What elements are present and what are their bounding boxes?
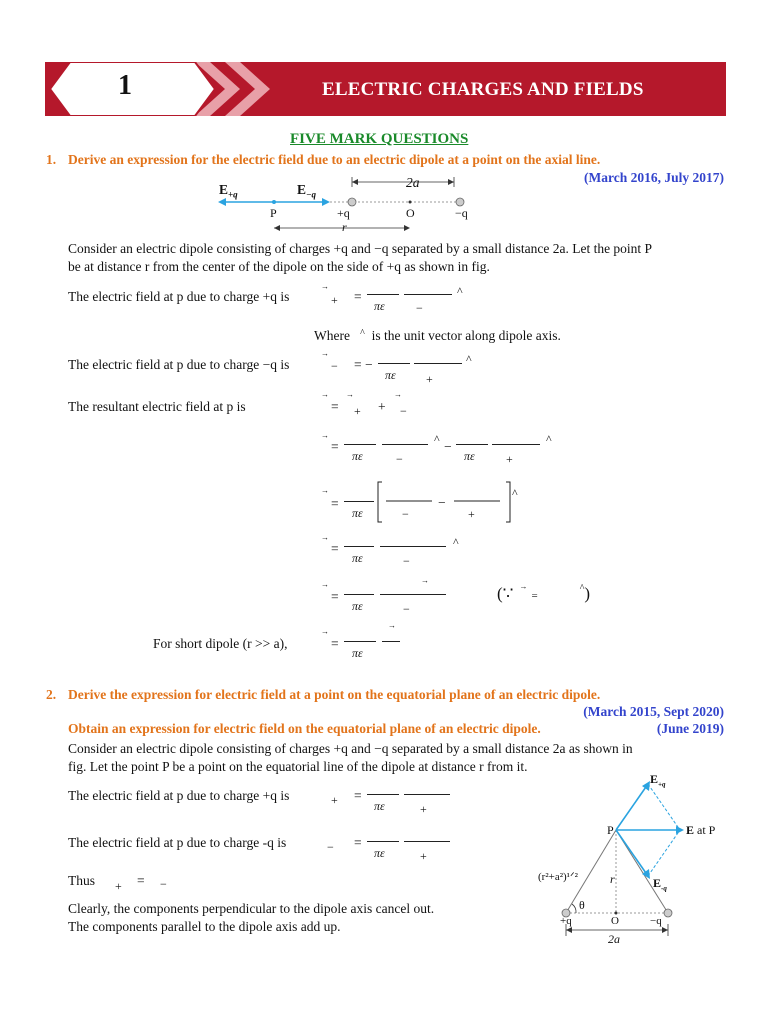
fraction-line	[404, 794, 450, 795]
vector-arrow: →	[321, 486, 329, 495]
eq8-denominator: πε	[352, 646, 363, 660]
question-2-number: 2.	[46, 687, 57, 702]
eq1-equals: =	[354, 289, 362, 304]
short-dipole-text: For short dipole (r >> a),	[153, 636, 288, 651]
fraction-line	[344, 546, 374, 547]
eq5-minus: −	[402, 507, 409, 521]
distance-r-label: r	[610, 872, 615, 886]
q1-field-minus-text: The electric field at p due to charge −q is	[68, 357, 290, 372]
fraction-line	[456, 444, 488, 445]
eq2-sub: −	[331, 359, 338, 373]
eq4-denominator-2: πε	[464, 449, 475, 463]
thus-plus: +	[115, 879, 122, 893]
bracket	[376, 480, 516, 524]
question-2-dates-1: (March 2015, Sept 2020)	[583, 704, 724, 719]
vector-arrow: →	[321, 349, 329, 358]
distance-r-label: r	[342, 220, 347, 234]
eq3-equals: =	[331, 399, 339, 414]
fraction-line	[344, 444, 376, 445]
e-minus-q2-label: $E_{-q}$	[297, 182, 316, 200]
eq4-hat-2: ^	[546, 432, 552, 446]
eq7-denominator: πε	[352, 599, 363, 613]
eq5-plus: +	[468, 507, 475, 521]
chapter-title: ELECTRIC CHARGES AND FIELDS	[322, 79, 644, 100]
plus-q-label: +q	[337, 206, 350, 220]
fraction-line	[344, 501, 374, 502]
vector-arrow: →	[346, 390, 354, 399]
fraction-line	[380, 594, 446, 595]
fraction-line	[492, 444, 540, 445]
fraction-line	[367, 294, 399, 295]
because-note: (∵ →=^)	[497, 582, 591, 603]
q2-eq2-denominator: πε	[374, 846, 385, 860]
fraction-line	[380, 546, 446, 547]
point-p-label: P	[270, 206, 277, 220]
origin-o-label: O	[611, 915, 619, 927]
eq6-minus: −	[403, 554, 410, 568]
eq5-equals: =	[331, 496, 339, 511]
axial-dipole-figure	[212, 172, 492, 238]
origin-o-label: O	[406, 206, 415, 220]
q1-paragraph-line-2: be at distance r from the center of the dipole on the side of +q as shown in fig.	[68, 259, 490, 274]
q2-eq1-plus: +	[420, 802, 427, 816]
eq6-equals: =	[331, 541, 339, 556]
plus-q-label: +q	[560, 915, 572, 927]
theta-label: θ	[579, 898, 585, 912]
q2-eq1-sub: +	[331, 793, 338, 807]
fraction-line	[367, 794, 399, 795]
q1-field-plus-text: The electric field at p due to charge +q is	[68, 289, 290, 304]
hypotenuse-label: (r²+a²)¹ᐟ²	[538, 871, 578, 883]
distance-2a-label: 2a	[406, 175, 420, 190]
thus-minus: −	[160, 877, 167, 891]
q2-eq1-equals: =	[354, 788, 362, 803]
q2-clearly-line-1: Clearly, the components perpendicular to the dipole axis cancel out.	[68, 901, 435, 916]
vector-arrow: →	[321, 580, 329, 589]
question-1-title: Derive an expression for the electric field due to an electric dipole at a point on the axial line.	[68, 152, 601, 167]
vector-arrow: →	[321, 282, 329, 291]
eq5-denominator: πε	[352, 506, 363, 520]
question-2-title-2: Obtain an expression for electric field on the equatorial plane of an electric dipole.	[68, 721, 541, 736]
question-1-dates: (March 2016, July 2017)	[584, 170, 724, 185]
fraction-line	[344, 594, 374, 595]
eq7-minus: −	[403, 602, 410, 616]
eq3-plus: +	[378, 399, 386, 414]
thus-text: Thus	[68, 873, 95, 888]
q1-paragraph-line-1: Consider an electric dipole consisting of charges +q and −q separated by a small distance 2a. Let the point P	[68, 241, 653, 256]
eq6-denominator: πε	[352, 551, 363, 565]
fraction-line	[367, 841, 399, 842]
fraction-line	[382, 641, 400, 642]
eq5-mid-minus: −	[438, 495, 446, 510]
fraction-line	[404, 841, 450, 842]
q2-field-minus-text: The electric field at p due to charge -q is	[68, 835, 287, 850]
minus-q-label: −q	[455, 206, 468, 220]
eq4-minus: −	[396, 452, 403, 466]
eq7-equals: =	[331, 589, 339, 604]
vector-arrow: →	[321, 390, 329, 399]
e-at-p-label: E at P	[686, 823, 716, 837]
fraction-line	[382, 444, 428, 445]
chapter-number: 1	[118, 70, 132, 101]
minus-q-label: −q	[650, 915, 662, 927]
fraction-line	[378, 363, 410, 364]
distance-2a-label: 2a	[608, 932, 620, 946]
question-1-number: 1.	[46, 152, 57, 167]
eq2-equals: = −	[354, 357, 373, 372]
q2-field-plus-text: The electric field at p due to charge +q is	[68, 788, 290, 803]
e-minus-q-label: $E_{-q}$	[653, 876, 667, 893]
fraction-line	[344, 641, 376, 642]
fraction-line	[414, 363, 462, 364]
eq4-denominator: πε	[352, 449, 363, 463]
vector-arrow: →	[394, 390, 402, 399]
e-plus-q-label: $E_{+q}$	[650, 772, 666, 789]
eq4-hat-1: ^	[434, 432, 440, 446]
thus-equals: =	[137, 873, 145, 888]
q2-paragraph-line-2: fig. Let the point P be a point on the equatorial line of the dipole at distance r from it.	[68, 759, 528, 774]
q2-eq1-denominator: πε	[374, 799, 385, 813]
question-2-title: Derive the expression for electric field at a point on the equatorial plane of an electric dipole.	[68, 687, 601, 702]
question-2-dates-2: (June 2019)	[656, 721, 724, 736]
eq3-minus-sub: −	[400, 404, 407, 418]
eq4-equals: =	[331, 439, 339, 454]
q2-clearly-line-2: The components parallel to the dipole axis add up.	[68, 919, 341, 934]
fraction-line	[404, 294, 452, 295]
eq8-equals: =	[331, 636, 339, 651]
point-p-label: P	[607, 823, 614, 837]
eq1-sub: +	[331, 293, 338, 307]
where-text: Where ^ is the unit vector along dipole axis.	[314, 328, 561, 343]
q2-paragraph-line-1: Consider an electric dipole consisting of charges +q and −q separated by a small distance 2a as shown in	[68, 741, 633, 756]
q2-eq2-sub: −	[327, 840, 334, 854]
e-minus-q-label: $E_{+q}$	[219, 182, 238, 200]
eq2-hat: ^	[466, 352, 472, 366]
eq2-denominator: πε	[385, 368, 396, 382]
q2-eq2-plus: +	[420, 849, 427, 863]
vector-arrow: →	[388, 621, 396, 630]
vector-arrow: →	[321, 533, 329, 542]
vector-arrow: →	[321, 431, 329, 440]
vector-arrow: →	[421, 576, 429, 585]
eq4-separator: −	[444, 439, 452, 454]
q1-resultant-text: The resultant electric field at p is	[68, 399, 246, 414]
section-title: FIVE MARK QUESTIONS	[290, 131, 469, 147]
eq5-hat: ^	[512, 486, 518, 500]
eq1-hat: ^	[457, 284, 463, 298]
vector-arrow: →	[321, 627, 329, 636]
eq3-plus-sub: +	[354, 404, 361, 418]
eq2-plus: +	[426, 372, 433, 386]
q2-eq2-equals: =	[354, 835, 362, 850]
eq1-denominator: πε	[374, 299, 385, 313]
eq6-hat: ^	[453, 535, 459, 549]
eq4-plus: +	[506, 452, 513, 466]
eq1-minus: −	[416, 301, 423, 315]
